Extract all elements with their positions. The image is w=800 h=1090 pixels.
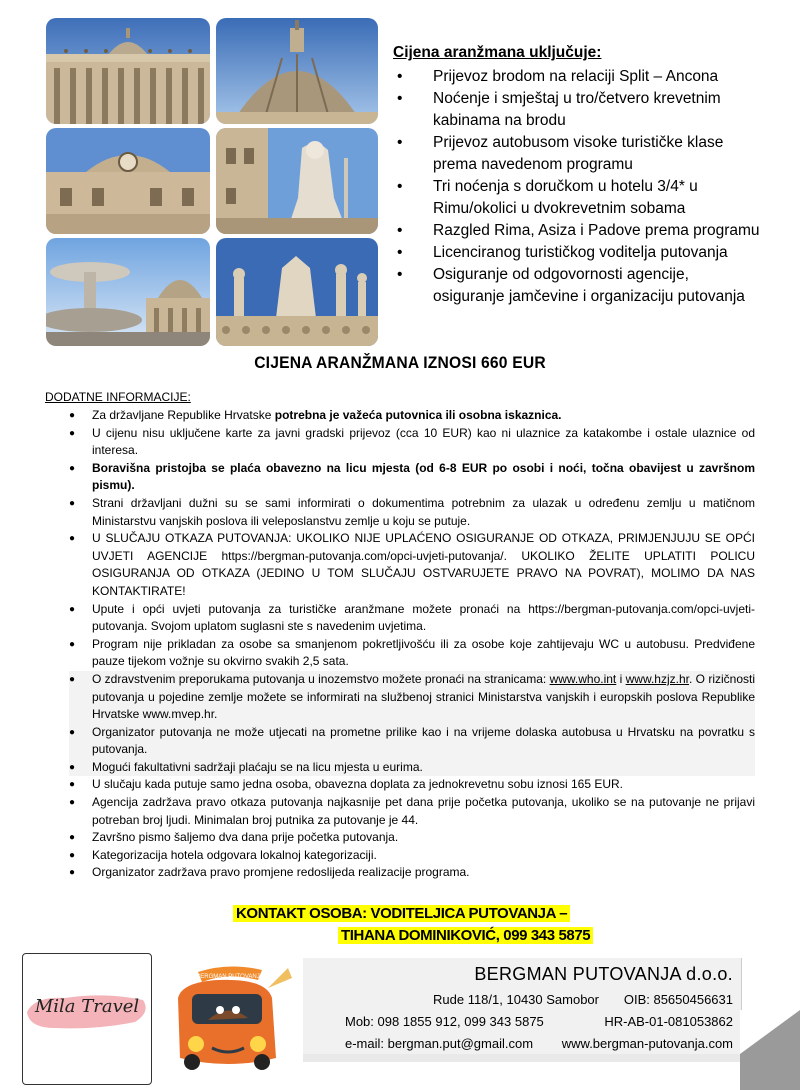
company-oib: OIB: 85650456631 [623, 992, 733, 1007]
included-item: • Prijevoz autobusom visoke turističke klase prema navedenom programu [397, 134, 724, 173]
note-item: ● Upute i opći uvjeti putovanja za turističke aranžmane možete pronaći na https://bergman-putovanja.com/opci-uvjeti-putovanja. Svojom uplatom suglasni ste s navedenim uvjetima. [69, 601, 755, 634]
mila-travel-text: Mila Travel [34, 996, 140, 1017]
photo-st-paul-statue [216, 128, 378, 234]
note-item: ● Završno pismo šaljemo dva dana prije početka putovanja. [69, 830, 399, 845]
contact-line-1: KONTAKT OSOBA: VODITELJICA PUTOVANJA – [233, 905, 570, 922]
included-list [393, 42, 763, 308]
company-phone: Mob: 098 1855 912, 099 343 5875 [345, 1014, 544, 1029]
included-title: Cijena aranžmana uključuje: [393, 44, 602, 61]
bus-logo-text: BERGMAN PUTOVANJA [196, 974, 264, 980]
note-item: ● Organizator putovanja ne može utjecati na prometne prilike kao i na vrijeme dolaska autobusa u Hrvatsku na povratku s putovanja. [69, 724, 755, 759]
included-item: • Tri noćenja s doručkom u hotelu 3/4* u Rimu/okolici u dvokrevetnim sobama [397, 178, 698, 217]
footer-band [303, 1054, 800, 1090]
company-registration: HR-AB-01-081053862 [604, 1014, 733, 1029]
included-item: • Razgled Rima, Asiza i Padove prema programu [397, 222, 760, 239]
company-info [303, 958, 742, 1054]
included-item: • Prijevoz brodom na relaciji Split – Ancona [397, 68, 719, 85]
included-item: • Noćenje i smještaj u tro/četvero krevetnim kabinama na brodu [397, 90, 721, 129]
photo-fountain [46, 238, 210, 346]
included-item: • Osiguranje od odgovornosti agencije, osiguranje jamčevine i organizaciju putovanja [397, 266, 745, 305]
footer-wedge [740, 1010, 800, 1090]
note-item: ● Strani državljani dužni su se sami informirati o dokumentima potrebnim za ulazak u određenu zemlju u matičnom Ministarstvu vanjskih poslova ili veleposlanstvu zemlje u koju se putuje. [69, 495, 755, 528]
who-link[interactable]: www.who.int [549, 671, 617, 686]
company-name: BERGMAN PUTOVANJA d.o.o. [474, 964, 733, 984]
hzjz-link[interactable]: www.hzjz.hr [625, 671, 689, 686]
note-item: ● Boravišna pristojba se plaća obavezno na licu mjesta (od 6-8 EUR po osobi i noći, točna obavijest u završnom pismu). [69, 460, 755, 493]
photo-st-peters-facade [46, 18, 210, 124]
company-email[interactable]: e-mail: bergman.put@gmail.com [345, 1036, 534, 1051]
included-item: • Licenciranog turističkog voditelja putovanja [397, 244, 728, 261]
note-item: ● Organizator zadržava pravo promjene redoslijeda realizacije programa. [69, 865, 470, 880]
note-item: ● U cijenu nisu uključene karte za javni gradski prijevoz (cca 10 EUR) kao ni ulaznice za katakombe i ostale ulaznice od interesa. [69, 425, 755, 458]
note-item: ● Mogući fakultativni sadržaji plaćaju se na licu mjesta u eurima. [69, 759, 755, 777]
note-item: ● U SLUČAJU OTKAZA PUTOVANJA: UKOLIKO NIJE UPLAĆENO OSIGURANJE OD OTKAZA, PRIMJENJUJU SE OPĆI UVJETI AGENCIJE https://bergman-putovanja.com/opci-uvjeti-putovanja/. UKOLIKO ŽELITE UPLATITI POLICU OSIGURANJA OD OTKAZA (JEDINO U TOM SLUČAJU OSTVARUJETE PRAVO NA POVRAT), MOLIMO DA NAS KONTAKTIRATE! [69, 531, 755, 598]
note-item: ● O zdravstvenim preporukama putovanja u inozemstvo možete pronaći na stranicama: www.who.int i www.hzjz.hr. O rizičnosti putovanja u pojedine zemlje možete se informirati na službenoj stranici Ministarstva vanjskih i europskih poslova Republike Hrvatske www.mvep.hr. [69, 671, 755, 724]
photo-dome [216, 18, 378, 124]
contact-line-2: TIHANA DOMINIKOVIĆ, 099 343 5875 [338, 927, 593, 944]
additional-info-heading: DODATNE INFORMACIJE: [45, 390, 191, 404]
note-item: ● Agencija zadržava pravo otkaza putovanja najkasnije pet dana prije početka putovanja, ukoliko se na putovanje ne prijavi potreban broj ljudi. Minimalan broj putnika za putovanje je 44. [69, 795, 755, 827]
photo-rooftop-statues [216, 238, 378, 346]
photo-clock-facade [46, 128, 210, 234]
company-address: Rude 118/1, 10430 Samobor [433, 992, 599, 1007]
note-item: ● Za državljane Republike Hrvatske potrebna je važeća putovnica ili osobna iskaznica. [69, 408, 562, 422]
note-item: ● Program nije prikladan za osobe sa smanjenom pokretljivošću ili za osobe koje zahtijevaju WC u autobusu. Predviđene pauze tijekom vožnje su okvirno svakih 2,5 sata. [69, 636, 755, 669]
company-website[interactable]: www.bergman-putovanja.com [561, 1036, 733, 1051]
mila-travel-logo [22, 953, 152, 1085]
note-item: ● Kategorizacija hotela odgovara lokalnoj kategorizaciji. [69, 847, 377, 862]
price-heading: CIJENA ARANŽMANA IZNOSI 660 EUR [254, 353, 546, 372]
additional-info-list [69, 407, 755, 882]
bergman-bus-logo [158, 958, 298, 1078]
note-item: ● U slučaju kada putuje samo jedna osoba, obavezna doplata za jednokrevetnu sobu iznosi 165 EUR. [69, 777, 624, 792]
